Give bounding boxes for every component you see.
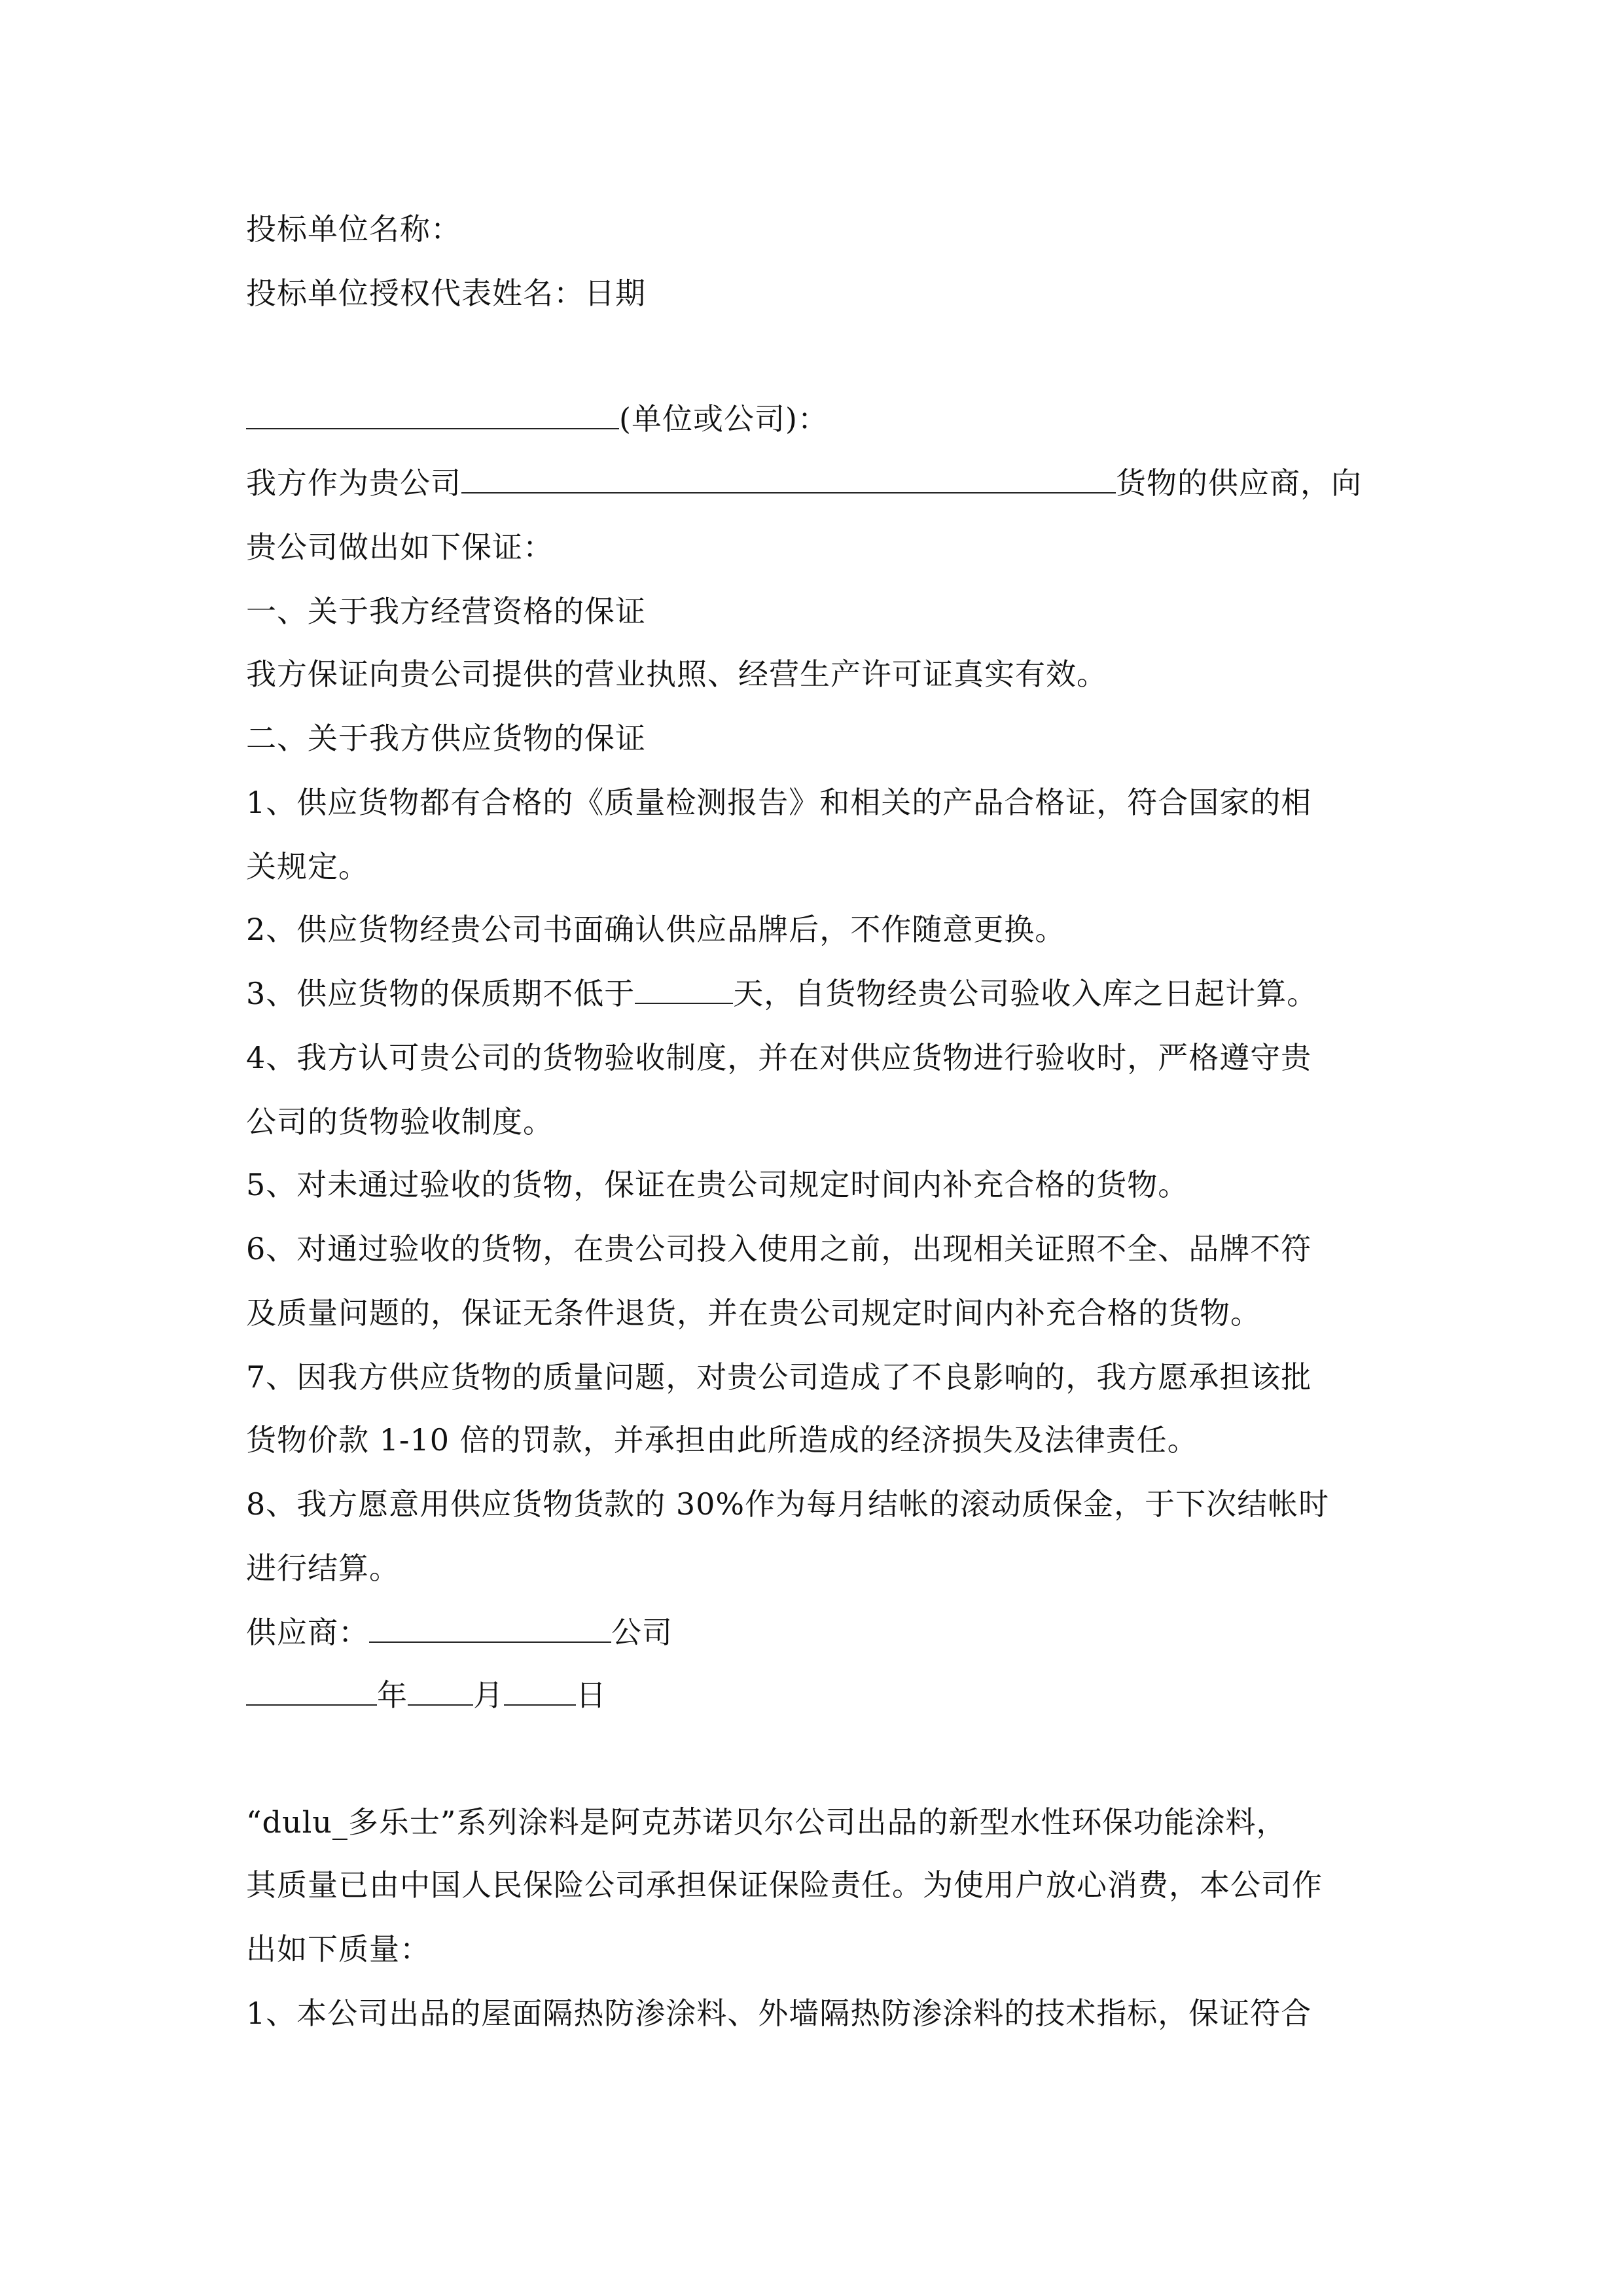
day-label: 日: [576, 1677, 607, 1713]
doc2-line3: [246, 1929, 431, 1969]
bidder-name-label: 投标单位名称：: [246, 211, 461, 247]
doc2-line4: [246, 1994, 1311, 2033]
addressee-suffix: (单位或公司)：: [619, 401, 829, 437]
shelf-life-blank[interactable]: [635, 974, 733, 1004]
item4-line1: [246, 1038, 1311, 1077]
item6-text-1: 6、对通过验收的货物，在贵公司投入使用之前，出现相关证照不全、品牌不符: [246, 1231, 1312, 1266]
item1-line2: [246, 847, 369, 886]
goods-blank[interactable]: [461, 463, 1116, 493]
addressee-line: [246, 399, 829, 439]
supplier-blank[interactable]: [369, 1613, 611, 1643]
section1-text: [246, 655, 1107, 694]
doc2-line1: [246, 1803, 1287, 1842]
date-line: [246, 1676, 607, 1715]
item3-text-2: 天，自货物经贵公司验收入库之日起计算。: [733, 976, 1318, 1011]
item5-line: [246, 1165, 1188, 1204]
item4-line2: [246, 1102, 554, 1141]
item4-text-2: 公司的货物验收制度。: [246, 1104, 554, 1139]
item6-line2: [246, 1293, 1261, 1333]
supplier-label: 供应商：: [246, 1615, 369, 1650]
intro-part1: 我方作为贵公司: [246, 465, 461, 501]
item1-line1: [246, 783, 1311, 822]
doc2-line2: [246, 1865, 1323, 1905]
bidder-name-line: [246, 209, 461, 249]
section2-title-text: 二、关于我方供应货物的保证: [246, 721, 646, 756]
section2-title: [246, 719, 646, 758]
item8-text-1: 8、我方愿意用供应货物货款的 30%作为每月结帐的滚动质保金，于下次结帐时: [246, 1486, 1330, 1522]
supplier-suffix: 公司: [611, 1615, 673, 1650]
month-blank[interactable]: [408, 1676, 473, 1706]
section1-body: 我方保证向贵公司提供的营业执照、经营生产许可证真实有效。: [246, 656, 1107, 692]
item2-text: 2、供应货物经贵公司书面确认供应品牌后，不作随意更换。: [246, 912, 1066, 947]
item1-text-1: 1、供应货物都有合格的《质量检测报告》和相关的产品合格证，符合国家的相: [246, 785, 1312, 820]
item6-line1: [246, 1229, 1311, 1268]
doc2-text-3: 出如下质量：: [246, 1931, 431, 1967]
item7-line2: [246, 1420, 1198, 1460]
supplier-line: [246, 1613, 673, 1652]
intro-line: [246, 463, 1362, 503]
doc2-text-2: 其质量已由中国人民保险公司承担保证保险责任。为使用户放心消费，本公司作: [246, 1867, 1323, 1903]
bidder-rep-line: [246, 274, 646, 313]
item8-text-2: 进行结算。: [246, 1551, 400, 1586]
item6-text-2: 及质量问题的，保证无条件退货，并在贵公司规定时间内补充合格的货物。: [246, 1295, 1261, 1331]
intro-text: 贵公司做出如下保证：: [246, 529, 554, 565]
addressee-blank[interactable]: [246, 399, 619, 429]
item5-text: 5、对未通过验收的货物，保证在贵公司规定时间内补充合格的货物。: [246, 1167, 1189, 1202]
item7-text-2: 货物价款 1-10 倍的罚款，并承担由此所造成的经济损失及法律责任。: [246, 1422, 1198, 1458]
item1-text-2: 关规定。: [246, 849, 369, 884]
item4-text-1: 4、我方认可贵公司的货物验收制度，并在对供应货物进行验收时，严格遵守贵: [246, 1040, 1312, 1075]
section1-title-text: 一、关于我方经营资格的保证: [246, 594, 646, 629]
doc2-text-4: 1、本公司出品的屋面隔热防渗涂料、外墙隔热防渗涂料的技术指标，保证符合: [246, 1996, 1312, 2031]
item7-text-1: 7、因我方供应货物的质量问题，对贵公司造成了不良影响的，我方愿承担该批: [246, 1359, 1312, 1395]
day-blank[interactable]: [504, 1676, 576, 1706]
item2-line: [246, 910, 1065, 949]
item8-line2: [246, 1549, 400, 1588]
item3-text-1: 3、供应货物的保质期不低于: [246, 976, 635, 1011]
date-label: 日期: [584, 276, 646, 311]
year-label: 年: [377, 1677, 408, 1713]
month-label: 月: [473, 1677, 504, 1713]
year-blank[interactable]: [246, 1676, 377, 1706]
bidder-rep-label: 投标单位授权代表姓名：: [246, 276, 584, 311]
item3-line: [246, 974, 1317, 1013]
intro-line-2: [246, 528, 554, 567]
intro-part2: 货物的供应商，向: [1116, 465, 1362, 501]
section1-title: [246, 592, 646, 631]
item7-line1: [246, 1357, 1311, 1397]
item8-line1: [246, 1484, 1329, 1524]
doc2-text-1: “dulu_多乐士”系列涂料是阿克苏诺贝尔公司出品的新型水性环保功能涂料，: [246, 1804, 1287, 1840]
